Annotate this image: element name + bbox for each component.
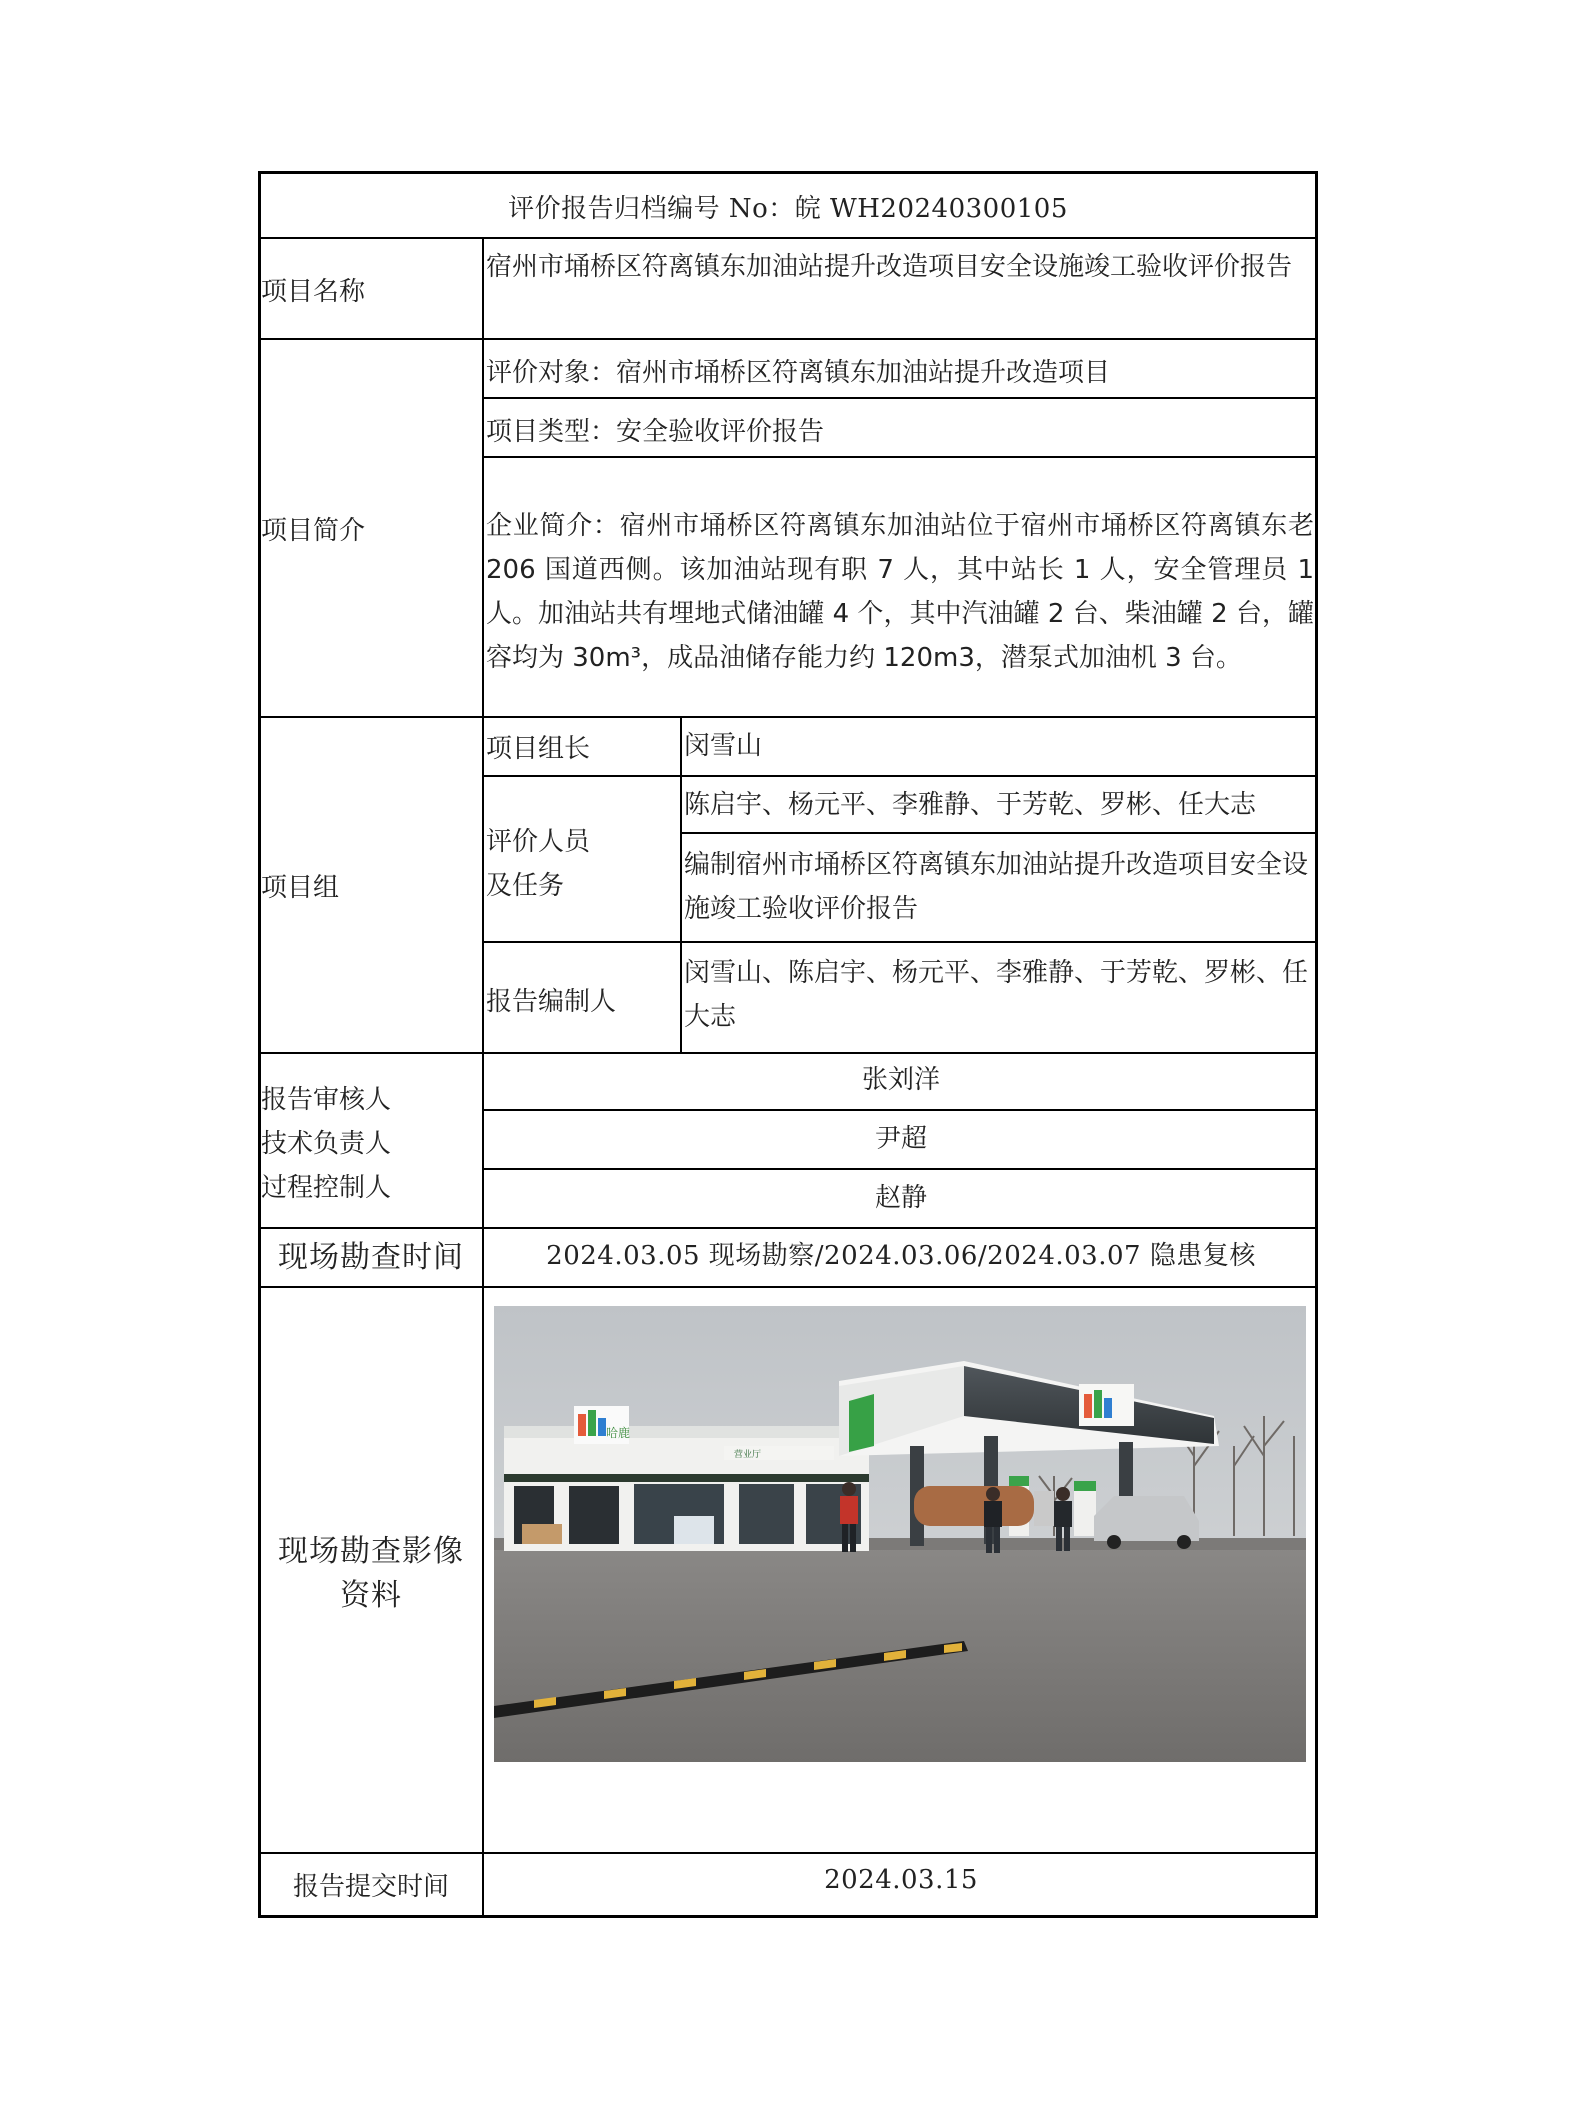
process-control-label: 过程控制人 <box>261 1173 392 1203</box>
row-divider <box>258 1852 1318 1854</box>
survey-time-label: 现场勘查时间 <box>278 1240 464 1275</box>
project-name-label: 项目名称 <box>261 277 366 307</box>
evaluators: 陈启宇、杨元平、李雅静、于芳乾、罗彬、任大志 <box>684 790 1257 820</box>
group-leader-label: 项目组长 <box>486 734 591 764</box>
archive-number: 评价报告归档编号 No：皖 WH20240300105 <box>508 194 1068 224</box>
process-control-name: 赵静 <box>874 1183 927 1213</box>
row-divider <box>484 1168 1318 1170</box>
tech-lead-name: 尹超 <box>874 1124 927 1154</box>
reviewer-name: 张刘洋 <box>861 1065 940 1095</box>
row-divider <box>484 775 1318 777</box>
tech-lead-label: 技术负责人 <box>261 1129 392 1159</box>
row-divider <box>484 941 1318 943</box>
hall-sign-text: 营业厅 <box>734 1450 762 1460</box>
evaluators-label-line2: 及任务 <box>486 871 565 901</box>
project-name-value: 宿州市埇桥区符离镇东加油站提升改造项目安全设施竣工验收评价报告 <box>486 252 1293 282</box>
column-divider <box>680 716 682 1052</box>
company-intro: 企业简介：宿州市埇桥区符离镇东加油站位于宿州市埇桥区符离镇东老 206 国道西侧。该加油站现有职 7 人，其中站长 1 人，安全管理员 1 人。加油站共有埋地式储油罐 4 个，其中汽油罐 2 台、柴油罐 2 台，罐容均为 30m³，成品油储存能力约 120m3，潜泵式加油机 3 台。 <box>486 511 1314 673</box>
row-divider <box>258 237 1318 239</box>
submit-time-label: 报告提交时间 <box>292 1872 449 1902</box>
survey-time-value: 2024.03.05 现场勘察/2024.03.06/2024.03.07 隐患复核 <box>546 1241 1256 1271</box>
survey-images-label-line1: 现场勘查影像 <box>278 1534 464 1569</box>
row-divider <box>484 456 1318 458</box>
evaluation-object: 评价对象：宿州市埇桥区符离镇东加油站提升改造项目 <box>486 358 1111 388</box>
row-divider <box>258 1227 1318 1229</box>
compilers-label: 报告编制人 <box>486 987 617 1017</box>
row-divider <box>258 1286 1318 1288</box>
row-divider <box>484 1109 1318 1111</box>
row-divider <box>682 832 1318 834</box>
project-intro-label: 项目简介 <box>261 516 366 546</box>
reviewer-label: 报告审核人 <box>261 1085 392 1115</box>
row-divider <box>258 716 1318 718</box>
submit-time-value: 2024.03.15 <box>824 1865 978 1895</box>
store-logo-text: 哈鹿 <box>606 1426 631 1440</box>
row-divider <box>258 338 1318 340</box>
row-divider <box>484 397 1318 399</box>
evaluators-task: 编制宿州市埇桥区符离镇东加油站提升改造项目安全设施竣工验收评价报告 <box>684 850 1309 924</box>
row-divider <box>258 1052 1318 1054</box>
compilers: 闵雪山、陈启宇、杨元平、李雅静、于芳乾、罗彬、任大志 <box>684 958 1309 1032</box>
site-survey-photo <box>494 1306 1306 1762</box>
group-leader: 闵雪山 <box>684 731 763 761</box>
evaluators-label-line1: 评价人员 <box>486 827 591 857</box>
survey-images-label-line2: 资料 <box>340 1578 402 1613</box>
project-type: 项目类型：安全验收评价报告 <box>486 417 825 447</box>
project-group-label: 项目组 <box>261 873 340 903</box>
